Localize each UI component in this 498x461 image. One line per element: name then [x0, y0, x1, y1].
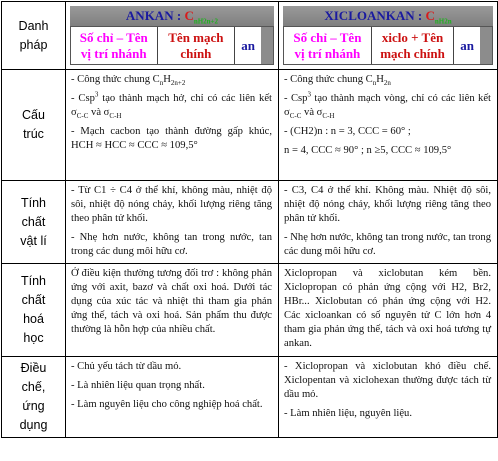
- row-label-line: Danh: [18, 18, 49, 33]
- row-label-application: [2, 357, 66, 438]
- subscript: C-C: [289, 112, 302, 121]
- row-label-line: Tính: [20, 195, 46, 210]
- ankan-physical: [66, 181, 279, 264]
- ankan-structure: [66, 70, 279, 181]
- ankan-colon: :: [173, 8, 185, 23]
- row-label-line: trúc: [23, 127, 44, 141]
- subscript: 2n: [383, 79, 391, 88]
- xicloankan-header: [279, 2, 498, 70]
- ankan-title-bar: [70, 6, 274, 26]
- row-label-line: ứng: [22, 399, 45, 413]
- ankan-naming-main: Tên mạch chính: [168, 29, 224, 61]
- text: và σ: [88, 107, 110, 118]
- ankan-fuel: - Là nhiên liệu quan trọng nhất.: [71, 380, 205, 391]
- text: H: [163, 74, 171, 85]
- ankan-formula-sub: nH2n+2: [193, 17, 219, 26]
- xicloankan-name: XICLOANKAN: [324, 8, 415, 23]
- xicloankan-solubility: - Nhẹ hơn nước, không tan trong nước, tan trong các dung môi hữu cơ.: [284, 232, 491, 257]
- text: và σ: [301, 107, 323, 118]
- chemical-row: [2, 264, 498, 357]
- xicloankan-use: - Làm nhiên liệu, nguyên liệu.: [284, 408, 412, 419]
- text: tạo thành mạch vòng, chỉ có các liên kết σ: [284, 93, 491, 118]
- ankan-general-formula: [71, 73, 272, 87]
- text: - Công thức chung C: [71, 74, 160, 85]
- xicloankan-naming-main: xiclo + Tên mạch chính: [380, 29, 445, 61]
- subscript: 2n+2: [170, 79, 186, 88]
- application-row: [2, 357, 498, 438]
- xicloankan-naming-rule: [283, 26, 481, 65]
- ankan-naming-prefix: Số chỉ – Tên vị trí nhánh: [79, 29, 148, 61]
- xicloankan-naming-suffix: an: [460, 37, 474, 53]
- xicloankan-physical: [279, 181, 498, 264]
- subscript: n: [159, 79, 164, 88]
- naming-row: [2, 2, 498, 70]
- text: - Csp: [71, 93, 95, 104]
- xicloankan-structure: [279, 70, 498, 181]
- ankan-formula: C: [184, 8, 194, 23]
- ankan-physical-state: - Từ C1 ÷ C4 ở thể khí, không màu, nhiệt độ sôi, nhiệt độ nóng chảy, khối lượng riêng tăng theo phân tử khối.: [71, 185, 272, 224]
- row-label-chemical: [2, 264, 66, 357]
- text: tạo thành mạch hở, chỉ có các liên kết σ: [71, 93, 272, 118]
- row-label-line: chất: [21, 293, 46, 307]
- row-label-line: chất: [21, 214, 46, 229]
- box-side: [261, 26, 274, 65]
- text: - Công thức chung C: [284, 74, 373, 85]
- xicloankan-application: [279, 357, 498, 438]
- xicloankan-chemical-text: Xiclopropan và xiclobutan kém bền. Xiclopropan có phản ứng cộng với H2, Br2, HBr... Xiclobutan có phản ứng cộng với H2. Các xicloankan có số nguyên tử C lớn hơn 4 tham gia phản ứng thế, tách và oxi hoá tương tự ankan.: [284, 268, 491, 349]
- xicloankan-source: - Xiclopropan và xiclobutan khó điều chế. Xiclopentan và xiclohexan thường được tách từ dầu mỏ.: [284, 361, 491, 400]
- ankan-source: - Chủ yếu tách từ dầu mỏ.: [71, 361, 182, 372]
- row-label-line: vật lí: [20, 233, 47, 248]
- superscript: 3: [307, 90, 311, 99]
- row-label-line: Cấu: [22, 108, 45, 122]
- ankan-name: ANKAN: [125, 8, 174, 23]
- ankan-chemical-text: Ở điều kiện thường tương đối trơ : không phản ứng với axit, bazơ và chất oxi hoá. Dưới tác dụng của xúc tác và nhiệt thì tham gia phản ứng thế, tách và oxi hoá. Sản phẩm thu được thường là hỗn hợp của nhiều chất.: [71, 268, 272, 335]
- ankan-hybridization: [71, 92, 272, 120]
- row-label-line: Tính: [20, 274, 46, 288]
- subscript: C-C: [76, 112, 89, 121]
- xicloankan-title-bar: [283, 6, 493, 26]
- row-label-line: Điều: [20, 361, 47, 375]
- row-label-line: dụng: [19, 418, 48, 432]
- subscript: n: [372, 79, 377, 88]
- ankan-application: [66, 357, 279, 438]
- ankan-chemical: [66, 264, 279, 357]
- box-side: [480, 26, 493, 65]
- superscript: 3: [94, 90, 99, 99]
- row-label-line: chế,: [21, 380, 46, 394]
- xicloankan-general-formula: [284, 73, 491, 87]
- row-label-naming: [2, 2, 66, 70]
- subscript: C-H: [322, 112, 335, 121]
- xicloankan-hybridization: [284, 92, 491, 120]
- xicloankan-physical-state: - C3, C4 ở thể khí. Không màu. Nhiệt độ sôi, nhiệt độ nóng chảy, khối lượng riêng tăng theo phân tử khối.: [284, 185, 491, 224]
- ankan-3d-box: [70, 6, 274, 65]
- xicloankan-ring-angles-2: n = 4, CCC ≈ 90° ; n ≥5, CCC ≈ 109,5°: [284, 145, 452, 156]
- physical-row: [2, 181, 498, 264]
- row-label-physical: [2, 181, 66, 264]
- xicloankan-formula: C: [425, 8, 435, 23]
- text: H: [376, 74, 384, 85]
- xicloankan-ring-angles: - (CH2)n : n = 3, CCC = 60° ;: [284, 126, 411, 137]
- xicloankan-formula-sub: nH2n: [434, 17, 452, 26]
- comparison-table: [1, 1, 498, 438]
- subscript: C-H: [109, 112, 122, 121]
- xicloankan-3d-box: [283, 6, 493, 65]
- ankan-solubility: - Nhẹ hơn nước, không tan trong nước, tan trong các dung môi hữu cơ.: [71, 232, 272, 257]
- row-label-structure: [2, 70, 66, 181]
- xicloankan-naming-prefix: Số chỉ – Tên vị trí nhánh: [293, 29, 362, 61]
- ankan-feedstock: - Làm nguyên liệu cho công nghiệp hoá chất.: [71, 399, 263, 410]
- ankan-bond-angles: - Mạch cacbon tạo thành đường gấp khúc, HCH ≈ HCC ≈ CCC ≈ 109,5°: [71, 126, 272, 151]
- row-label-line: học: [23, 331, 44, 345]
- text: - Csp: [284, 93, 308, 104]
- ankan-naming-rule: [70, 26, 262, 65]
- row-label-line: hoá: [23, 312, 44, 326]
- row-label-line: pháp: [19, 37, 48, 52]
- ankan-naming-suffix: an: [241, 37, 255, 53]
- ankan-header: [66, 2, 279, 70]
- xicloankan-colon: :: [414, 8, 426, 23]
- structure-row: [2, 70, 498, 181]
- xicloankan-chemical: [279, 264, 498, 357]
